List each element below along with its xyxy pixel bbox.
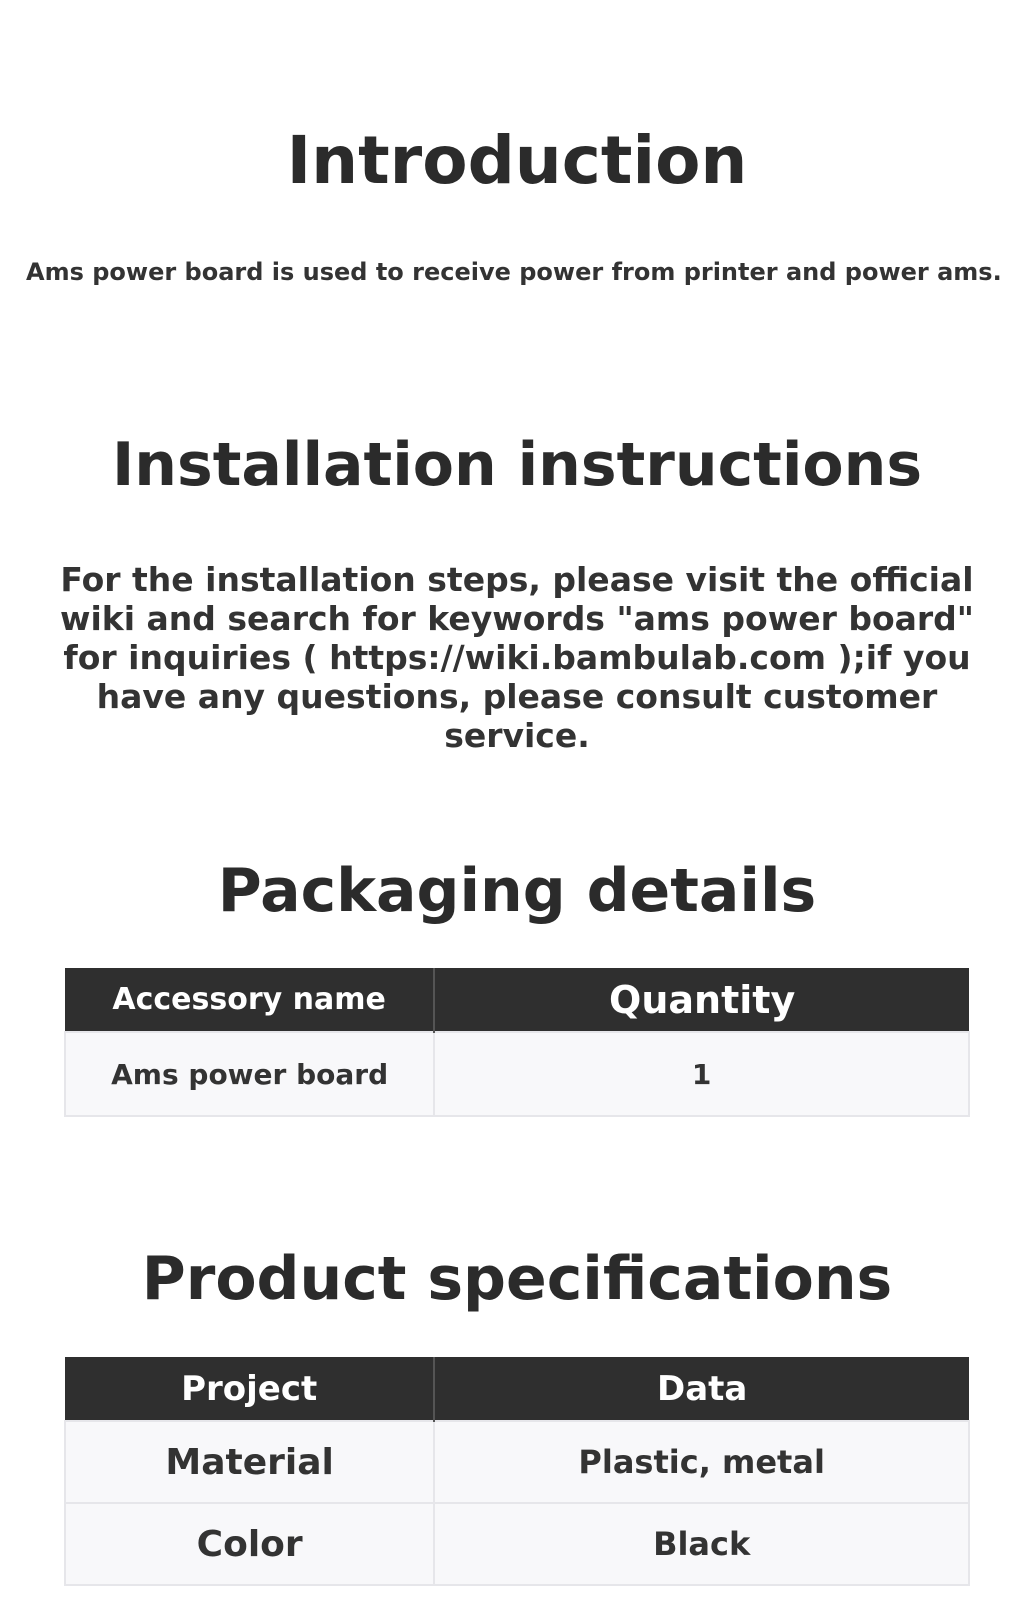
installation-title: Installation instructions <box>111 430 923 500</box>
header-project: Project <box>65 1357 434 1421</box>
packaging-table <box>64 968 970 1117</box>
table-row <box>65 1503 969 1585</box>
table-row <box>65 1032 969 1116</box>
header-accessory-name: Accessory name <box>65 968 434 1032</box>
cell-quantity: 1 <box>434 1032 969 1116</box>
cell-accessory-name: Ams power board <box>65 1032 434 1116</box>
specifications-table <box>64 1357 970 1586</box>
installation-text: For the installation steps, please visit the official wiki and search for keywords "ams power board" for inquiries ( https://wiki.bambulab.com );if you have any questions, please consult customer service. <box>59 560 974 755</box>
header-quantity: Quantity <box>434 968 969 1032</box>
cell-project: Material <box>65 1421 434 1503</box>
cell-project: Color <box>65 1503 434 1585</box>
cell-data: Black <box>434 1503 969 1585</box>
header-data: Data <box>434 1357 969 1421</box>
introduction-text: Ams power board is used to receive power from printer and power ams. <box>26 258 1002 286</box>
table-row <box>65 1421 969 1503</box>
introduction-title: Introduction <box>286 122 748 199</box>
cell-data: Plastic, metal <box>434 1421 969 1503</box>
packaging-title: Packaging details <box>217 856 817 926</box>
specifications-title: Product specifications <box>141 1244 893 1314</box>
table-header-row <box>65 968 969 1032</box>
table-header-row <box>65 1357 969 1421</box>
